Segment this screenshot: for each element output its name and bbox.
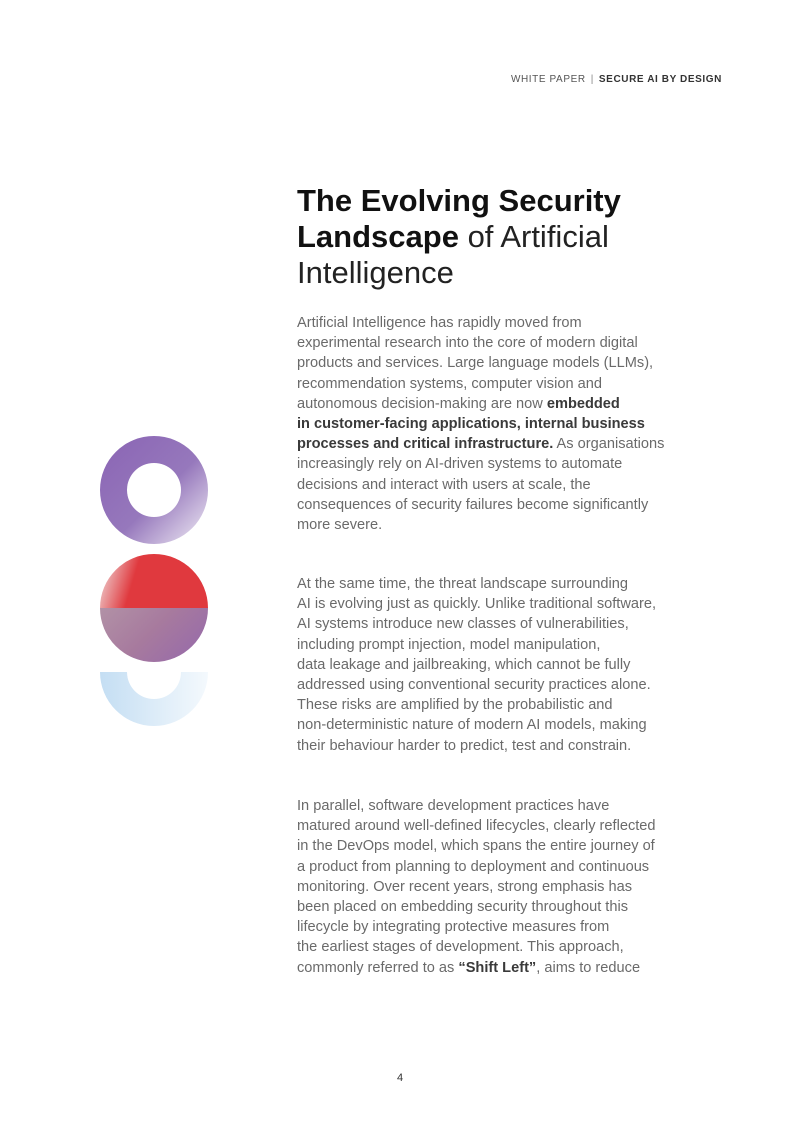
- paragraph-line: monitoring. Over recent years, strong emphasis has: [297, 878, 632, 895]
- emphasis-text: in customer-facing applications, internal business: [297, 416, 645, 433]
- paragraph-line: decisions and interact with users at scale, the: [297, 476, 591, 493]
- paragraph-line: AI is evolving just as quickly. Unlike traditional software,: [297, 596, 657, 613]
- title-line-2-rest: of Artificial: [458, 219, 609, 254]
- decorative-circles-graphic: [97, 432, 213, 732]
- paragraph-line: These risks are amplified by the probabilistic and: [297, 697, 613, 714]
- paragraph-ai-adoption: [297, 313, 737, 535]
- paragraph-threat-landscape: [297, 574, 737, 756]
- title-line-2-bold: Landscape: [297, 219, 459, 254]
- paragraph-line: experimental research into the core of modern digital: [297, 335, 638, 352]
- paragraph-line: their behaviour harder to predict, test and constrain.: [297, 737, 632, 754]
- paragraph-line: data leakage and jailbreaking, which cannot be fully: [297, 656, 631, 673]
- paragraph-line: In parallel, software development practices have: [297, 798, 610, 814]
- paragraph-line: products and services. Large language models (LLMs),: [297, 355, 654, 372]
- paragraph-line: including prompt injection, model manipulation,: [297, 636, 601, 653]
- title-line-1: The Evolving Security: [297, 183, 621, 218]
- emphasis-text: “Shift Left”: [458, 959, 537, 976]
- paragraph-line: matured around well-defined lifecycles, clearly reflected: [297, 818, 656, 835]
- paragraph-line: [297, 394, 737, 414]
- line-text: , aims to reduce: [536, 959, 641, 976]
- paragraph-line: [297, 414, 737, 434]
- paragraph-line: [297, 434, 737, 454]
- page-title: [297, 183, 727, 291]
- paragraph-line: a product from planning to deployment and continuous: [297, 858, 650, 875]
- paragraph-line: AI systems introduce new classes of vulnerabilities,: [297, 616, 629, 633]
- paragraph-line: lifecycle by integrating protective measures from: [297, 919, 610, 936]
- line-text: autonomous decision-making are now: [297, 395, 547, 412]
- header-document-title: SECURE AI BY DESIGN: [598, 74, 722, 85]
- paragraph-line: At the same time, the threat landscape surrounding: [297, 576, 628, 592]
- paragraph-line: increasingly rely on AI-driven systems to automate: [297, 456, 623, 473]
- title-line-3: Intelligence: [297, 255, 454, 290]
- paragraph-devops-shift-left: [297, 796, 737, 978]
- emphasis-text: embedded: [546, 395, 620, 412]
- paragraph-line: the earliest stages of development. This approach,: [297, 939, 624, 956]
- page-number: 4: [396, 1072, 404, 1084]
- running-header: [511, 74, 722, 85]
- header-separator: |: [590, 74, 594, 85]
- paragraph-line: recommendation systems, computer vision and: [297, 375, 602, 392]
- emphasis-text: processes and critical infrastructure.: [297, 436, 554, 453]
- paragraph-line: [297, 958, 737, 978]
- paragraph-line: consequences of security failures become significantly: [297, 496, 649, 513]
- paragraph-line: been placed on embedding security throughout this: [297, 899, 629, 916]
- paragraph-line: in the DevOps model, which spans the entire journey of: [297, 838, 655, 855]
- line-text: commonly referred to as: [297, 959, 459, 976]
- paragraph-line: non-deterministic nature of modern AI models, making: [297, 717, 647, 734]
- header-document-type: WHITE PAPER: [510, 74, 586, 85]
- paragraph-line: Artificial Intelligence has rapidly moved from: [297, 315, 582, 331]
- line-text: As organisations: [553, 436, 665, 453]
- paragraph-line: more severe.: [297, 517, 383, 534]
- purple-ring-shape: [100, 436, 208, 544]
- paragraph-line: addressed using conventional security practices alone.: [297, 677, 651, 694]
